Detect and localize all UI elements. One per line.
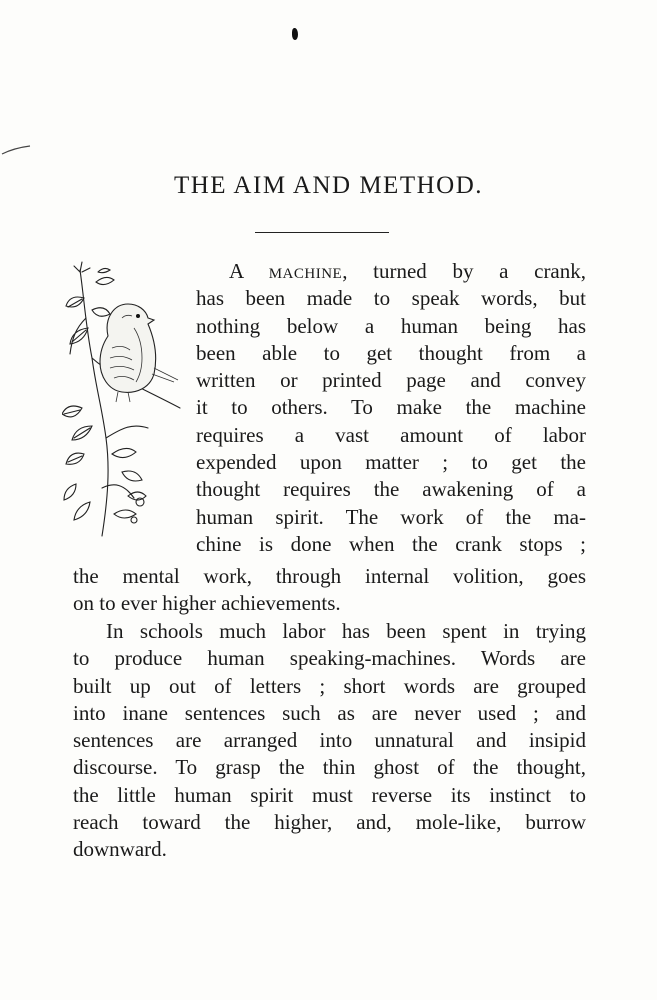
text-line: into inane sentences such as are never used ; and xyxy=(73,700,586,725)
text-line: sentences are arranged into unnatural and insipid xyxy=(73,728,586,753)
text-line: has been made to speak words, but xyxy=(196,286,586,311)
text-line: requires a vast amount of labor xyxy=(196,422,586,447)
text-line: the mental work, through internal volition, goes xyxy=(73,564,586,588)
text-line: downward. xyxy=(73,837,167,862)
bird-branch-illustration xyxy=(62,258,186,544)
chapter-title: THE AIM AND METHOD. xyxy=(173,172,484,199)
text-line: thought requires the awakening of a xyxy=(196,477,586,502)
paragraph-2 xyxy=(73,618,586,864)
text-line: discourse. To grasp the thin ghost of the thought, xyxy=(73,755,586,780)
ink-speck xyxy=(292,28,298,40)
text-line: chine is done when the crank stops ; xyxy=(196,531,586,556)
margin-pencil-mark xyxy=(0,138,40,158)
text-line: reach toward the higher, and, mole-like, burrow xyxy=(73,810,586,835)
paragraph-1-bottom xyxy=(73,563,586,618)
text-line: been able to get thought from a xyxy=(196,340,586,365)
text-line: to produce human speaking-machines. Words are xyxy=(73,646,586,671)
paragraph-1-top xyxy=(196,258,586,558)
text-line: the little human spirit must reverse its instinct to xyxy=(73,782,586,807)
text-line: expended upon matter ; to get the xyxy=(196,450,586,475)
text-line: nothing below a human being has xyxy=(196,313,586,338)
text-line: on to ever higher achievements. xyxy=(73,591,341,616)
text-line: A machine, turned by a crank, xyxy=(229,259,587,283)
text-line: it to others. To make the machine xyxy=(196,395,586,420)
text-line: In schools much labor has been spent in trying xyxy=(106,619,586,643)
bird-eye xyxy=(136,314,140,318)
text-line: human spirit. The work of the ma- xyxy=(196,504,586,529)
title-rule xyxy=(255,232,389,233)
text-line: built up out of letters ; short words are grouped xyxy=(73,673,586,698)
text-line: written or printed page and convey xyxy=(196,368,586,393)
